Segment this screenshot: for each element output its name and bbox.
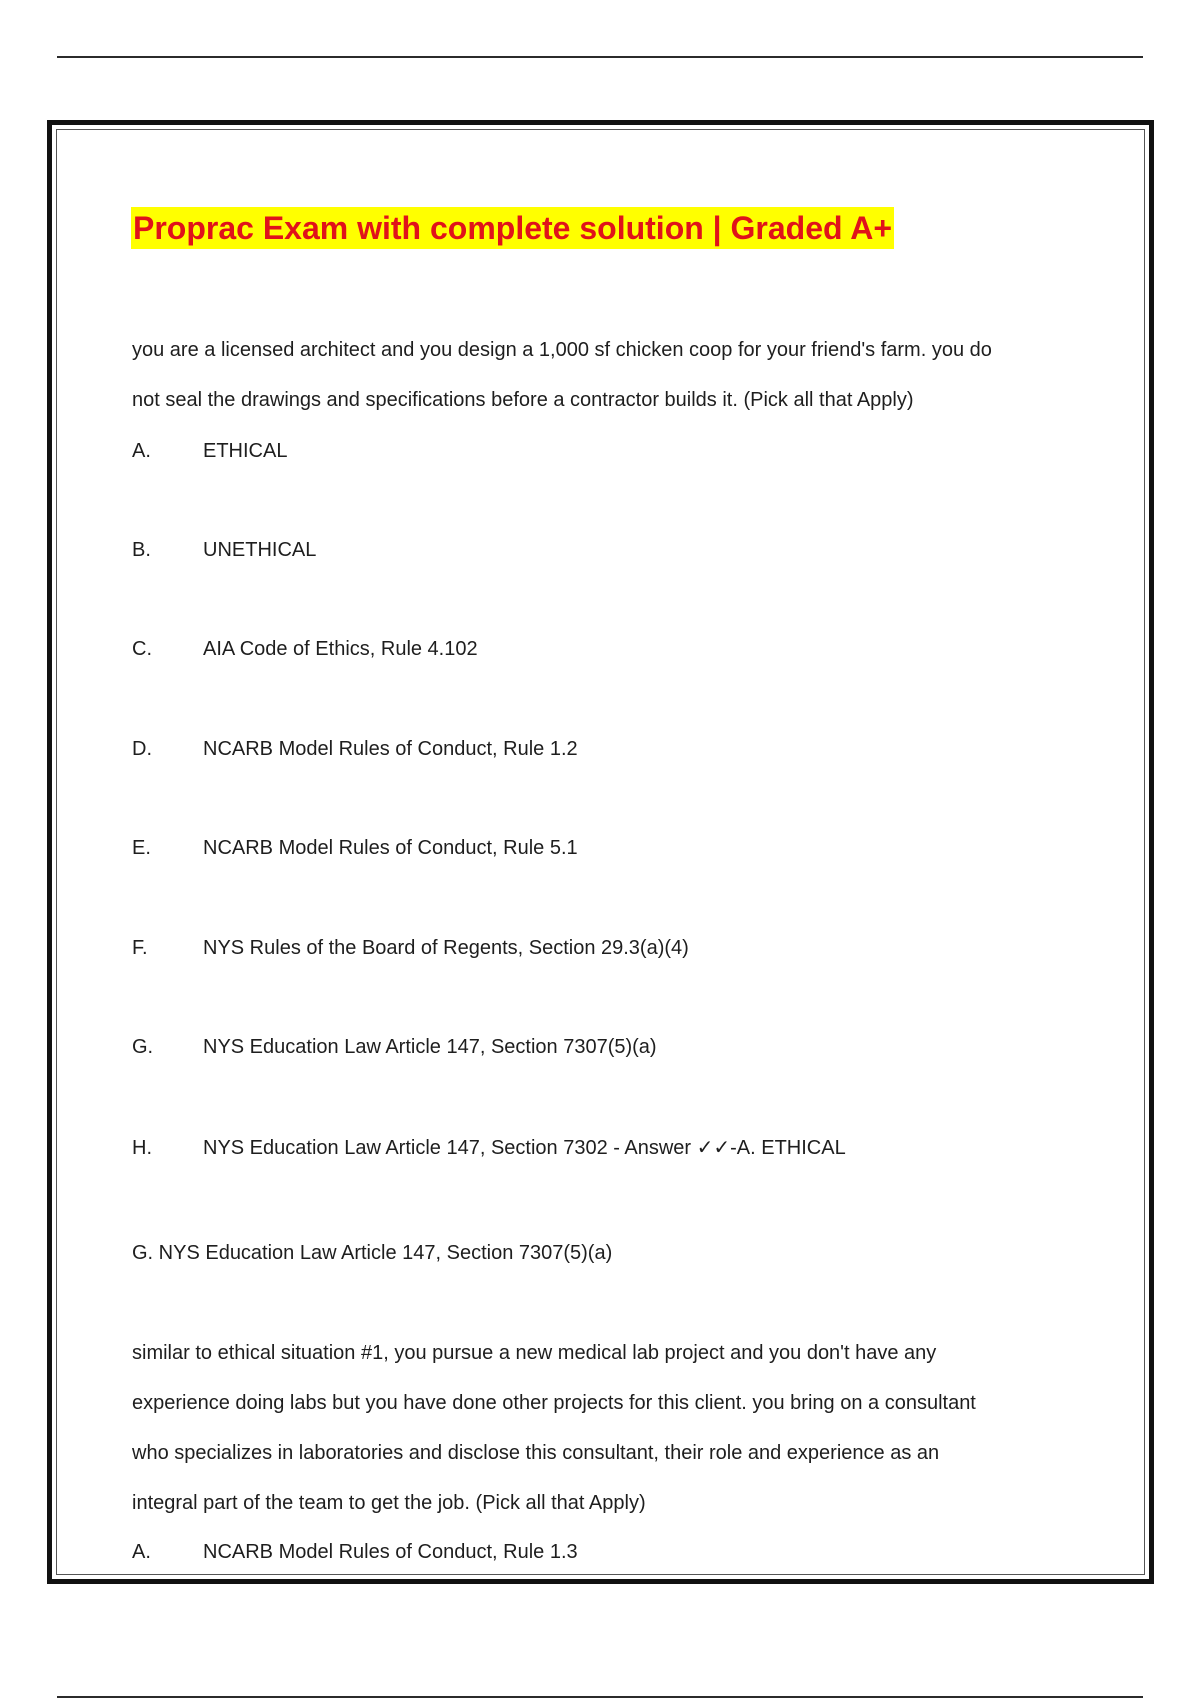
option-text: NYS Rules of the Board of Regents, Section 29.3(a)(4) xyxy=(203,937,689,959)
question-1-option-f xyxy=(132,933,689,963)
option-text: NCARB Model Rules of Conduct, Rule 5.1 xyxy=(203,837,578,859)
question-2-option-a xyxy=(132,1537,578,1567)
option-text: ETHICAL xyxy=(203,440,288,462)
answer-continuation: G. NYS Education Law Article 147, Section 7307(5)(a) xyxy=(132,1242,613,1264)
option-letter: B. xyxy=(132,539,151,561)
option-letter: D. xyxy=(132,738,152,760)
option-letter: C. xyxy=(132,638,152,660)
option-text: NYS Education Law Article 147, Section 7307(5)(a) xyxy=(203,1036,657,1058)
option-letter: E. xyxy=(132,837,151,859)
question-1-line: not seal the drawings and specifications before a contractor builds it. (Pick all that Apply) xyxy=(132,389,914,411)
option-text: AIA Code of Ethics, Rule 4.102 xyxy=(203,638,478,660)
question-1-line: you are a licensed architect and you design a 1,000 sf chicken coop for your friend's farm. you do xyxy=(132,339,992,361)
option-letter: A. xyxy=(132,440,151,462)
document-title: Proprac Exam with complete solution | Graded A+ xyxy=(131,207,894,249)
question-2-line: experience doing labs but you have done other projects for this client. you bring on a consultant xyxy=(132,1392,976,1414)
option-letter: H. xyxy=(132,1137,152,1159)
question-2-line: integral part of the team to get the job. (Pick all that Apply) xyxy=(132,1492,646,1514)
option-text: UNETHICAL xyxy=(203,539,317,561)
header-rule xyxy=(57,56,1143,58)
option-letter: G. xyxy=(132,1036,154,1058)
option-letter: A. xyxy=(132,1541,151,1563)
question-1-option-d xyxy=(132,734,578,764)
option-text: NCARB Model Rules of Conduct, Rule 1.3 xyxy=(203,1541,578,1563)
option-text: NYS Education Law Article 147, Section 7302 - Answer ✓✓-A. ETHICAL xyxy=(203,1137,846,1159)
option-letter: F. xyxy=(132,937,148,959)
footer-rule xyxy=(57,1696,1143,1698)
question-2-text xyxy=(132,1328,1092,1528)
question-1-option-g xyxy=(132,1032,657,1062)
question-1-text xyxy=(132,325,1092,425)
question-1-option-a xyxy=(132,436,287,466)
question-1-option-h xyxy=(132,1133,846,1163)
option-text: NCARB Model Rules of Conduct, Rule 1.2 xyxy=(203,738,578,760)
question-1-option-b xyxy=(132,535,316,565)
question-1-option-c xyxy=(132,634,478,664)
question-1-option-e xyxy=(132,833,578,863)
question-2-line: similar to ethical situation #1, you pursue a new medical lab project and you don't have any xyxy=(132,1342,937,1364)
question-2-line: who specializes in laboratories and disclose this consultant, their role and experience as an xyxy=(132,1442,940,1464)
